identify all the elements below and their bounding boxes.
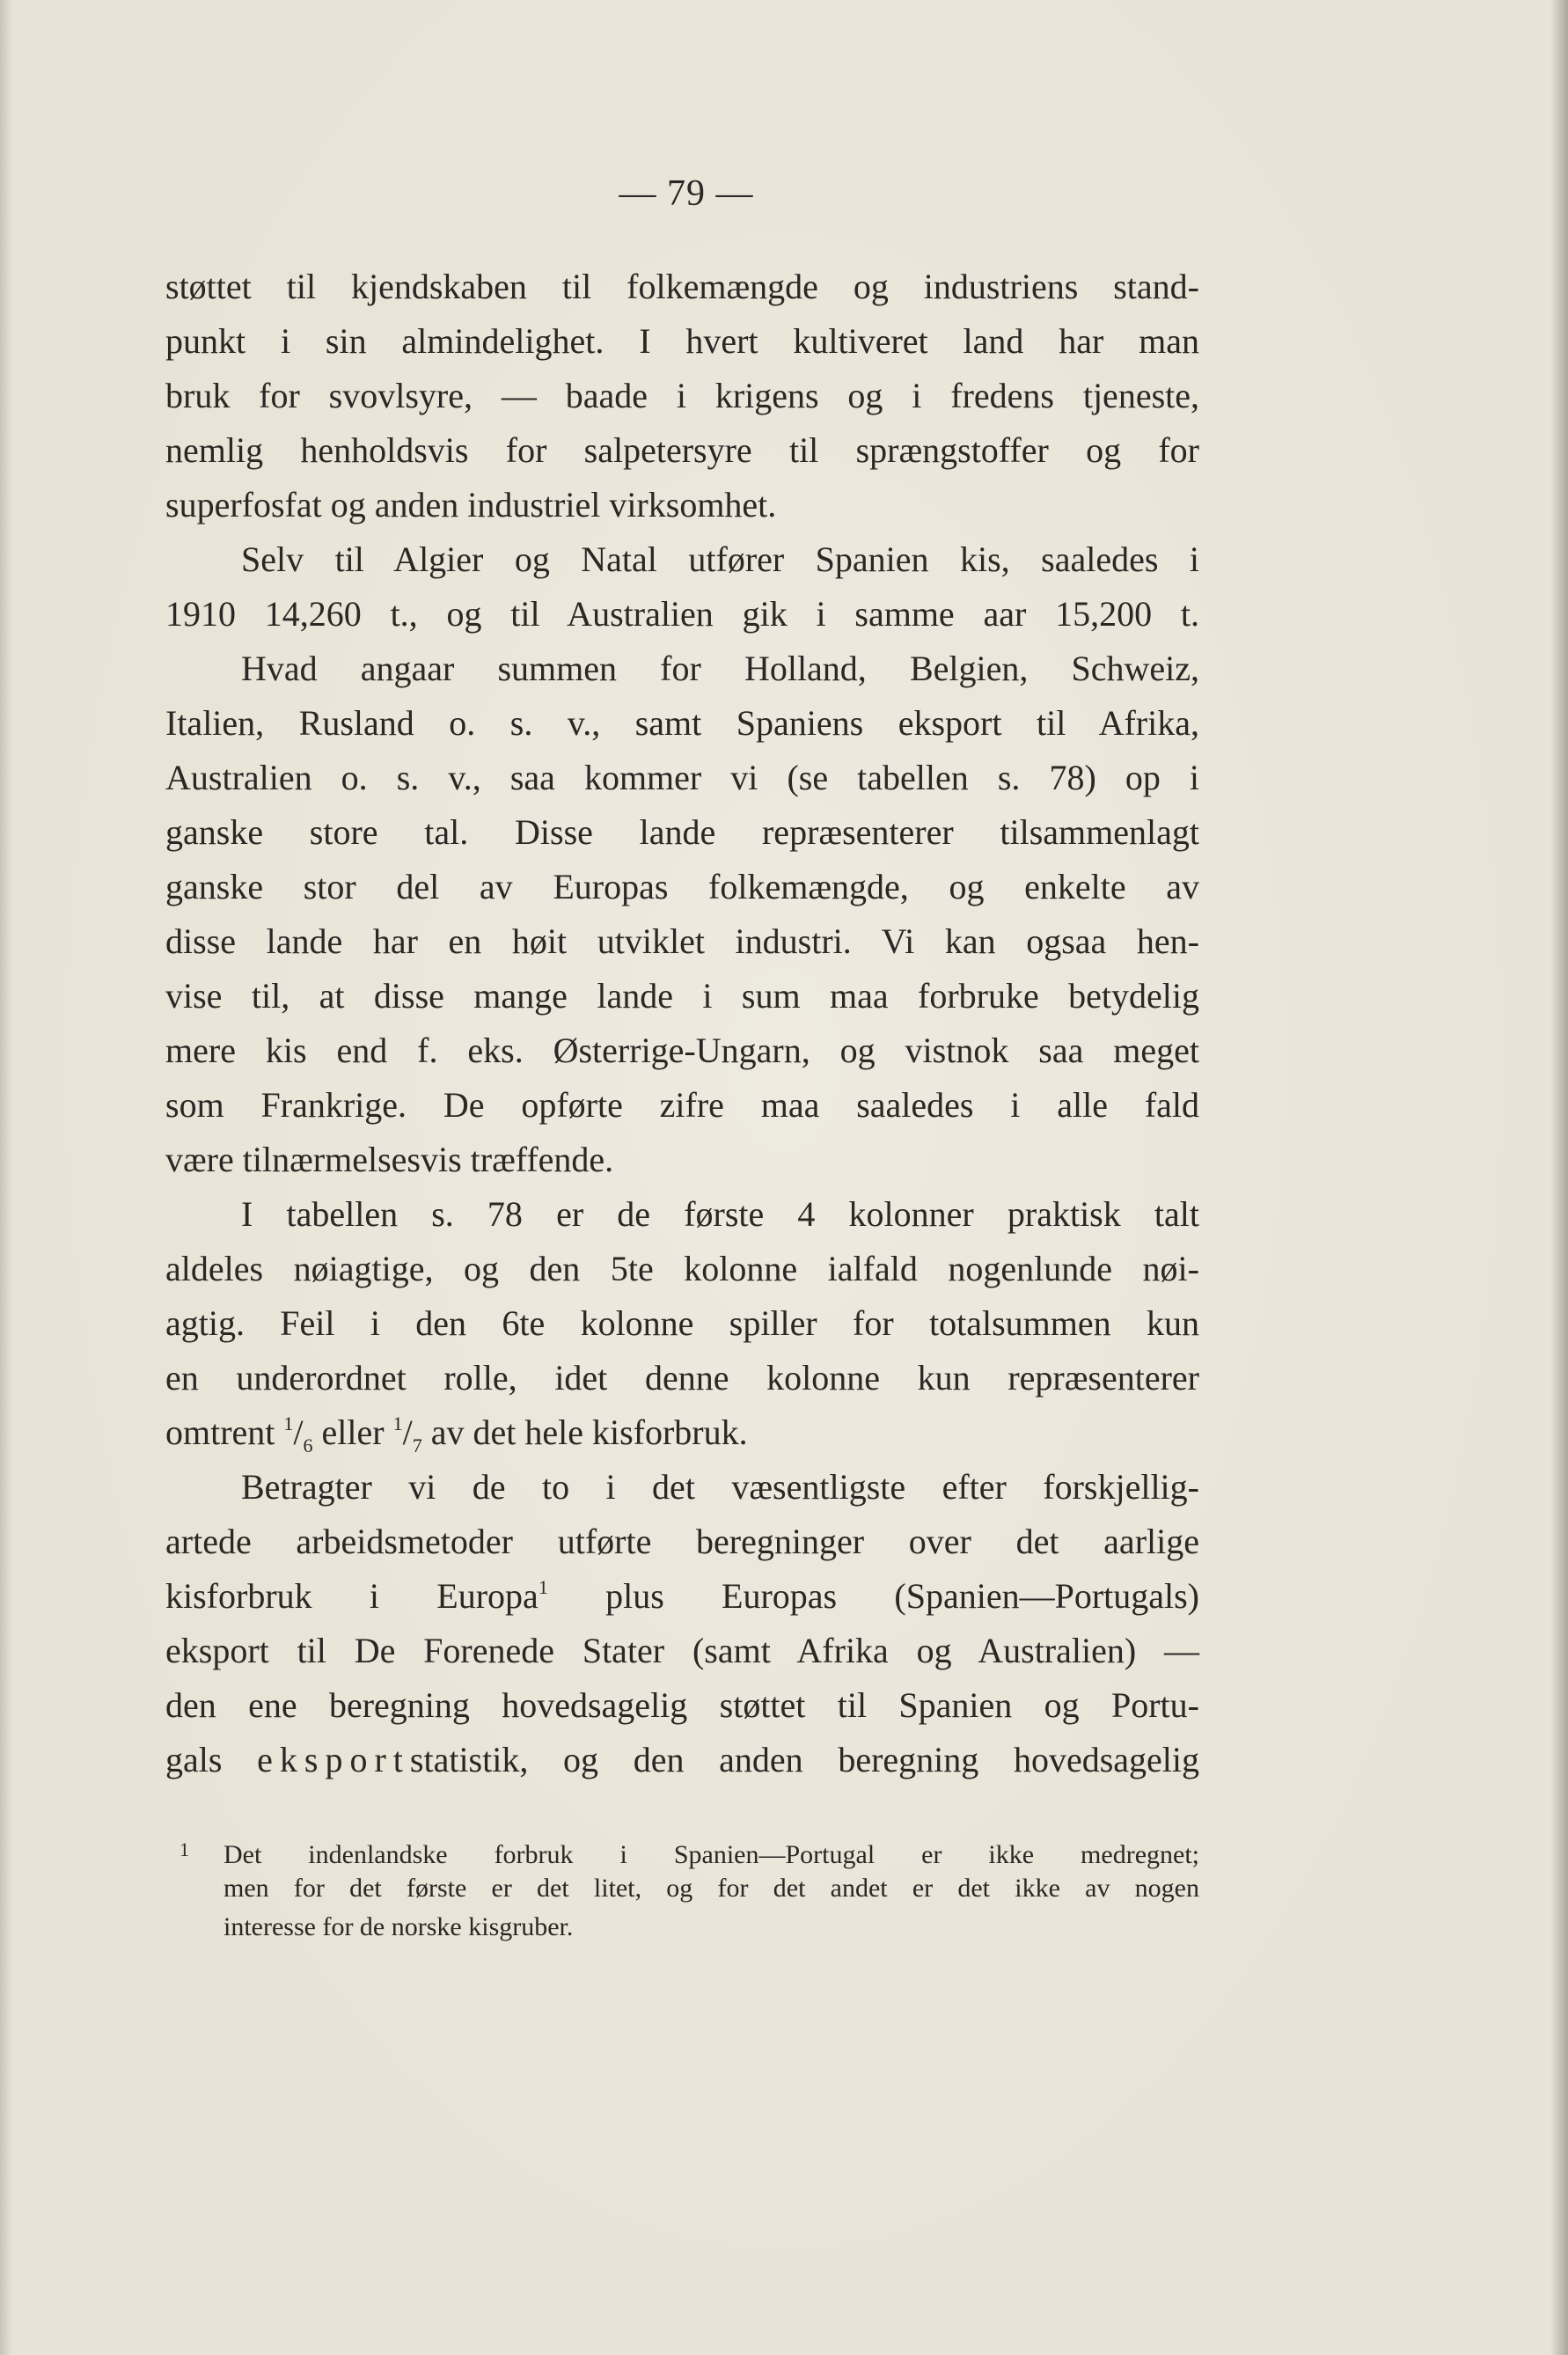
footnote-text: Det indenlandske forbruk i Spanien—Portugal er ikke medregnet; (223, 1840, 1199, 1869)
text-line-spaced (165, 1733, 1199, 1787)
page-edge-shadow-left (0, 0, 12, 2355)
text-line: bruk for svovlsyre, — baade i krigens og i fredens tjeneste, (165, 376, 1199, 415)
fraction-denominator: 6 (303, 1434, 313, 1456)
text-fragment: av det hele kisforbruk. (421, 1412, 748, 1452)
text-fragment: statistik, og den anden beregning hovedsagelig (409, 1740, 1199, 1779)
text-line-fractions (165, 1405, 1199, 1460)
text-line: Australien o. s. v., saa kommer vi (se tabellen s. 78) op i (165, 758, 1199, 797)
spaced-emphasis: eksport (257, 1740, 410, 1779)
text-line: den ene beregning hovedsagelig støttet til Spanien og Portu- (165, 1685, 1199, 1725)
text-line: Italien, Rusland o. s. v., samt Spaniens eksport til Afrika, (165, 703, 1199, 743)
text-line: Selv til Algier og Natal utfører Spanien kis, saaledes i (241, 539, 1199, 579)
text-fragment: plus Europas (Spanien—Portugals) (547, 1576, 1200, 1616)
text-line: som Frankrige. De opførte zifre maa saaledes i alle fald (165, 1085, 1199, 1125)
footnote-reference: 1 (538, 1576, 548, 1598)
text-line: superfosfat og anden industriel virksomhet. (165, 485, 777, 525)
text-line: eksport til De Forenede Stater (samt Afrika og Australien) — (165, 1631, 1199, 1670)
text-line: en underordnet rolle, idet denne kolonne kun repræsenterer (165, 1358, 1199, 1398)
text-line-footnote-ref (165, 1569, 1199, 1624)
page-number: — 79 — (619, 173, 754, 214)
footnote-marker: 1 (180, 1838, 189, 1860)
body-text (165, 260, 1199, 1787)
text-line: punkt i sin almindelighet. I hvert kultiveret land har man (165, 321, 1199, 361)
text-line: vise til, at disse mange lande i sum maa forbruke betydelig (165, 976, 1199, 1016)
text-line: mere kis end f. eks. Østerrige-Ungarn, og vistnok saa meget (165, 1031, 1199, 1070)
page-edge-shadow-right (1550, 0, 1568, 2355)
text-line: disse lande har en høit utviklet industri. Vi kan ogsaa hen- (165, 921, 1199, 961)
footnote-line: interesse for de norske kisgruber. (223, 1912, 574, 1941)
fraction-one-sixth: $^1/_6$ (283, 1412, 313, 1456)
text-fragment: gals (165, 1740, 258, 1779)
text-line: ganske stor del av Europas folkemængde, og enkelte av (165, 867, 1199, 906)
text-fragment: kisforbruk i Europa (165, 1576, 539, 1616)
fraction-numerator: 1 (392, 1412, 403, 1434)
text-line: I tabellen s. 78 er de første 4 kolonner praktisk talt (241, 1194, 1199, 1234)
text-line: Hvad angaar summen for Holland, Belgien, Schweiz, (241, 649, 1199, 688)
text-line: agtig. Feil i den 6te kolonne spiller for totalsummen kun (165, 1303, 1199, 1343)
footnote (165, 1830, 1199, 1947)
text-line: støttet til kjendskaben til folkemængde og industriens stand- (165, 267, 1199, 306)
text-line: være tilnærmelsesvis træffende. (165, 1140, 614, 1179)
footnote-line: men for det første er det litet, og for det andet er det ikke av nogen (223, 1874, 1199, 1903)
fraction-one-seventh: $^1/_7$ (392, 1412, 422, 1456)
fraction-denominator: 7 (412, 1434, 422, 1456)
text-fragment: omtrent (165, 1412, 284, 1452)
text-line: 1910 14,260 t., og til Australien gik i samme aar 15,200 t. (165, 594, 1199, 634)
text-line: nemlig henholdsvis for salpetersyre til sprængstoffer og for (165, 430, 1199, 470)
text-fragment: eller (312, 1412, 393, 1452)
text-line: Betragter vi de to i det væsentligste efter forskjellig- (241, 1467, 1199, 1507)
text-line: ganske store tal. Disse lande repræsenterer tilsammenlagt (165, 812, 1199, 852)
text-line: artede arbeidsmetoder utførte beregninger over det aarlige (165, 1522, 1199, 1561)
text-line: aldeles nøiagtige, og den 5te kolonne ialfald nogenlunde nøi- (165, 1249, 1199, 1288)
fraction-numerator: 1 (283, 1412, 294, 1434)
footnote-line (165, 1830, 1199, 1869)
